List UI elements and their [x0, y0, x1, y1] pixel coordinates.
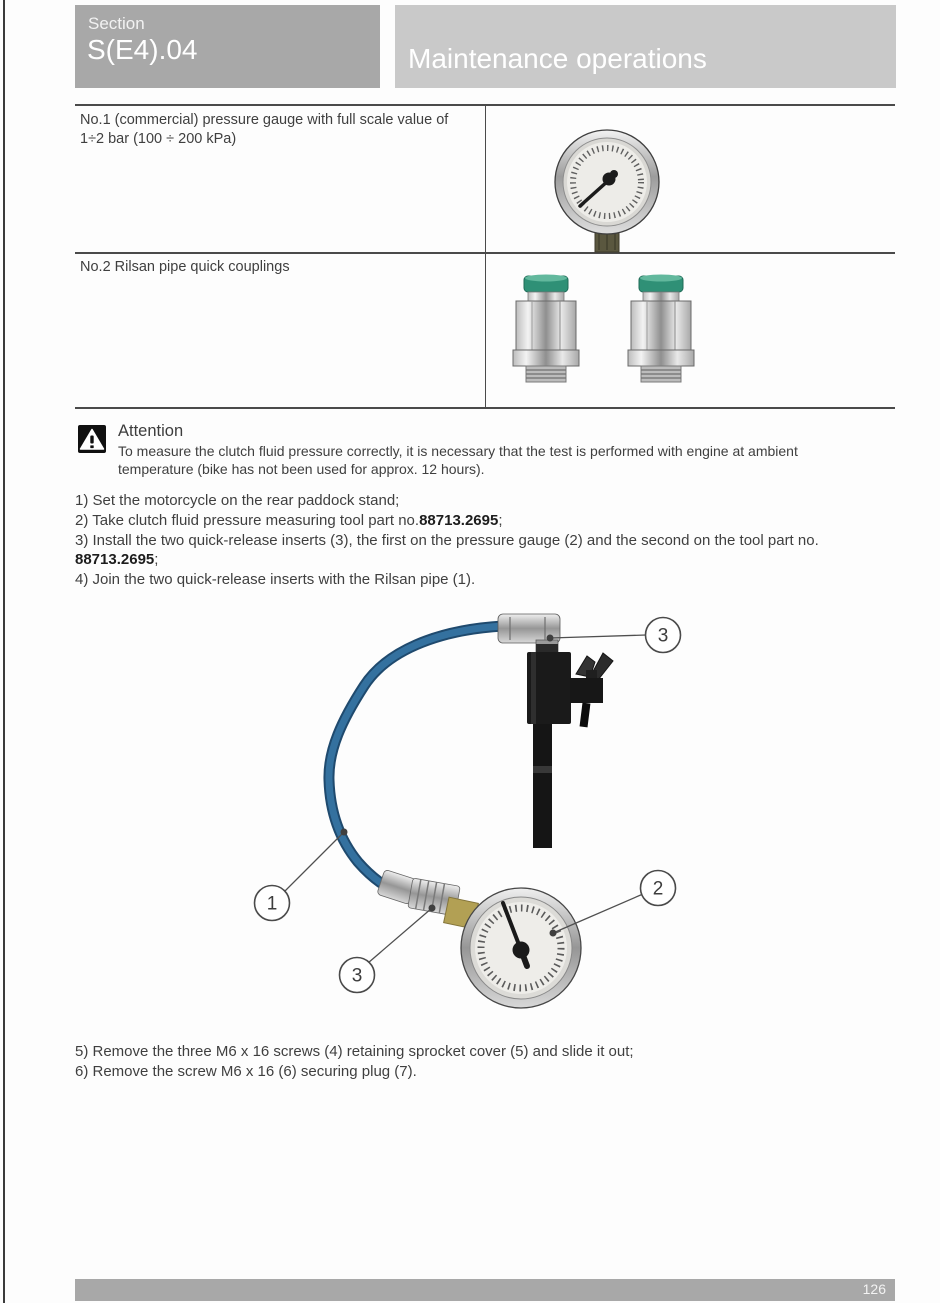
procedure-steps-1-4: [75, 491, 905, 590]
procedure-step-line: 1) Set the motorcycle on the rear paddock stand;: [75, 492, 400, 509]
svg-text:3: 3: [657, 625, 669, 647]
attention-body: To measure the clutch fluid pressure correctly, it is necessary that the test is performed with engine at ambient temperature (bike has not been used for approx. 12 hours).: [118, 443, 798, 477]
procedure-step-line: 3) Install the two quick-release inserts (3), the first on the pressure gauge (2) and the second on the tool part no.: [75, 531, 819, 549]
scan-edge-line: [3, 0, 5, 1303]
quick-coupling-photo-2: [627, 272, 695, 384]
section-label: Section: [88, 14, 145, 33]
tool-row-1-description: No.1 (commercial) pressure gauge with full scale value of 1÷2 bar (100 ÷ 200 kPa): [80, 112, 449, 147]
procedure-step-line: 4) Join the two quick-release inserts with the Rilsan pipe (1).: [75, 571, 476, 589]
svg-text:1: 1: [266, 893, 278, 915]
callout-3-bottom: [340, 958, 375, 993]
attention-title: Attention: [118, 422, 184, 440]
tool-row-2-description: No.2 Rilsan pipe quick couplings: [80, 259, 290, 275]
section-code: S(E4).04: [87, 34, 198, 65]
procedure-step-line: 6) Remove the screw M6 x 16 (6) securing plug (7).: [75, 1062, 417, 1080]
figure-pressure-gauge: [461, 888, 581, 1008]
tool-assembly-figure: [240, 600, 700, 1030]
footer-bar: [75, 1279, 895, 1301]
procedure-step-line: 2) Take clutch fluid pressure measuring tool part no.88713.2695;: [75, 511, 503, 529]
callout-1: [255, 886, 290, 921]
procedure-steps-5-6: [75, 1042, 905, 1082]
procedure-step-line: 5) Remove the three M6 x 16 screws (4) retaining sprocket cover (5) and slide it out;: [75, 1043, 634, 1060]
page-number: 126: [862, 1281, 886, 1297]
tools-table: [75, 104, 895, 409]
warning-triangle-icon: [78, 425, 106, 453]
pressure-gauge-photo: [547, 120, 667, 255]
table-column-divider: [485, 106, 486, 407]
svg-text:3: 3: [351, 965, 363, 987]
page-title: Maintenance operations: [408, 43, 707, 74]
rilsan-pipe: [329, 626, 503, 893]
quick-coupling-photo-1: [512, 272, 580, 384]
header-title-box: [395, 5, 896, 88]
callout-2: [641, 871, 676, 906]
svg-text:2: 2: [652, 878, 664, 900]
callout-3-top: [646, 618, 681, 653]
measuring-tool-body: [527, 644, 613, 848]
header-section-box: [75, 5, 380, 88]
procedure-step-line: 88713.2695;: [75, 551, 159, 569]
